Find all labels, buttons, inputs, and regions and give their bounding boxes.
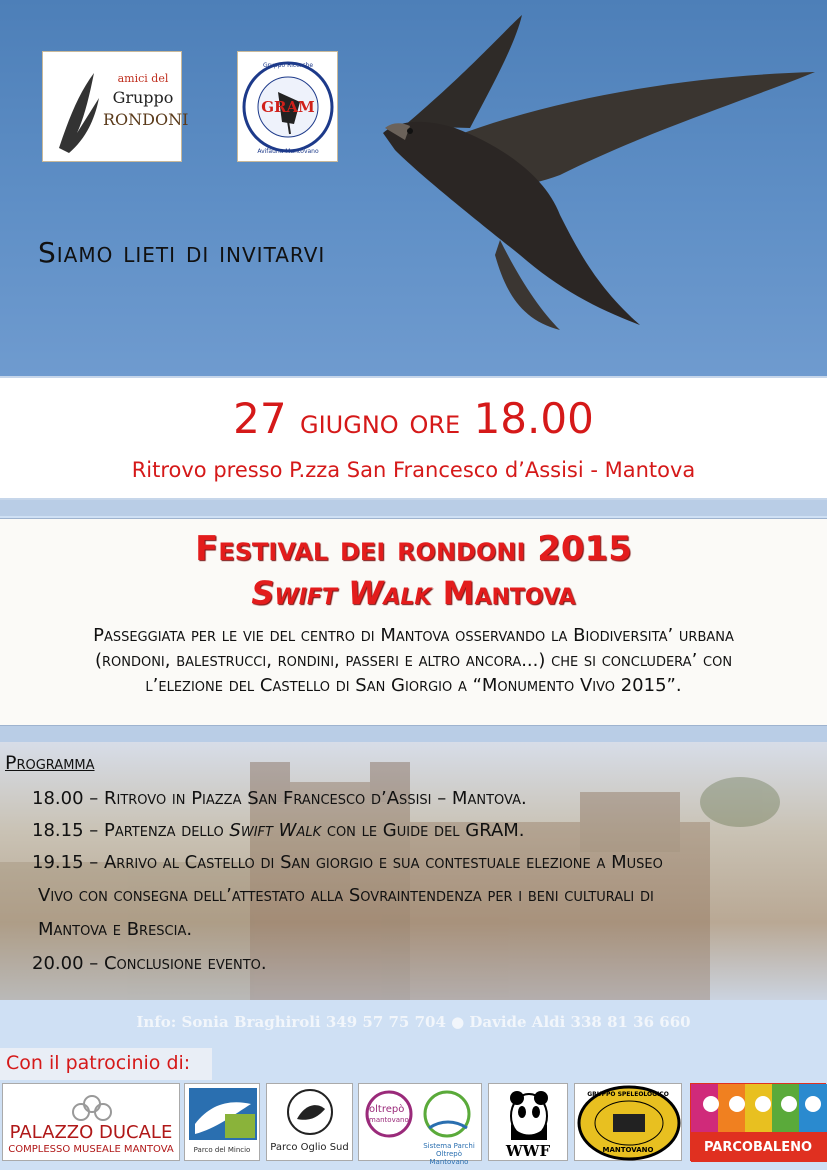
program-line-1: 18.00 – Ritrovo in Piazza San Francesco d’Assisi – Mantova. (32, 788, 527, 809)
program-line-2-swift: Swift Walk (229, 820, 322, 841)
desc-line-3: l’elezione del Castello di San Giorgio a “Monumento Vivo 2015”. (145, 675, 682, 696)
parco-oglio-text: Parco Oglio Sud (270, 1142, 349, 1153)
parco-oglio-icon (267, 1084, 354, 1140)
parcobaleno-logo (690, 1083, 826, 1161)
desc-line-1: Passeggiata per le vie del centro di Mantova osservando la Biodiversita’ urbana (93, 625, 734, 646)
logo1-line1: amici del (117, 72, 169, 85)
divider-band (0, 500, 827, 516)
wwf-logo (488, 1083, 568, 1161)
palazzo-line-1: PALAZZO DUCALE (9, 1122, 173, 1143)
invite-heading: Siamo lieti di invitarvi (38, 236, 326, 269)
program-line-2-end: con le Guide del GRAM. (326, 820, 525, 841)
desc-line-2: (rondoni, balestrucci, rondini, passeri e altro ancora...) che si concludera’ con (94, 650, 733, 671)
amici-gruppo-rondoni-logo (42, 51, 189, 162)
date-words: giugno ore (299, 402, 461, 442)
program-line-4: Vivo con consegna dell’attestato alla Sovraintendenza per i beni culturali di (38, 885, 654, 906)
festival-title: Festival dei rondoni 2015 (195, 529, 632, 569)
festival-description (10, 623, 817, 698)
meeting-point: Ritrovo presso P.zza San Francesco d’Assisi - Mantova (131, 458, 696, 482)
swift-icon (49, 58, 109, 158)
parco-oglio-sud-logo (266, 1083, 353, 1161)
program-title: Programma (5, 752, 95, 774)
program-line-6: 20.00 – Conclusione evento. (32, 953, 267, 974)
swift-walk-city: Mantova (442, 574, 576, 612)
event-time: 18.00 (473, 394, 594, 443)
panda-icon (489, 1084, 569, 1142)
program-section (0, 742, 827, 1000)
festival-band (0, 518, 827, 726)
gram-ring-top: Gruppo Ricerche (262, 62, 314, 69)
parco-mincio-text: Parco del Mincio (193, 1146, 251, 1154)
speleo-bottom: MANTOVANO (602, 1146, 654, 1154)
parco-mincio-icon (185, 1084, 261, 1144)
divider-band-2 (0, 726, 827, 742)
speleo-top: GRUPPO SPELEOLOGICO (587, 1091, 669, 1098)
gram-logo-text: GRAM (261, 98, 315, 116)
swift-walk-title (0, 574, 827, 612)
date-number: 27 (233, 394, 287, 443)
gram-logo (237, 51, 338, 162)
contact-info: Info: Sonia Braghiroli 349 57 75 704 ● Davide Aldi 338 81 36 660 (136, 1013, 691, 1031)
program-line-3: 19.15 – Arrivo al Castello di San giorgio e sua contestuale elezione a Museo (32, 852, 663, 873)
program-line-5: Mantova e Brescia. (38, 919, 193, 940)
swift-walk-label: Swift Walk (251, 574, 432, 612)
oltrepo-mantovano-logo (358, 1083, 482, 1166)
gruppo-speleologico-logo (574, 1083, 682, 1161)
oltrepo-system: Sistema Parchi Oltrepò Mantovano (423, 1142, 475, 1166)
logo1-line2: Gruppo (112, 88, 174, 107)
event-date (0, 394, 827, 443)
wwf-text: WWF (505, 1142, 551, 1160)
event-date-band (0, 376, 827, 500)
program-line-2-start: 18.15 – Partenza dello (32, 820, 224, 841)
patronage-label: Con il patrocinio di: (6, 1052, 191, 1074)
parcobaleno-trees-icon (691, 1084, 827, 1140)
palazzo-line-2: COMPLESSO MUSEALE MANTOVA (8, 1144, 174, 1155)
patronage-label-box (0, 1048, 212, 1080)
program-line-2 (32, 820, 525, 841)
oltrepo-sub: mantovano (369, 1116, 409, 1124)
header-sky-banner (0, 0, 827, 376)
palazzo-ducale-logo (2, 1083, 180, 1161)
logo1-line3: RONDONI (103, 110, 189, 129)
oltrepo-name: oltrepò (369, 1104, 405, 1115)
palazzo-ducale-icon (3, 1084, 181, 1124)
gram-ring-bottom: Avifauna Mantovano (257, 148, 319, 155)
parco-mincio-logo (184, 1083, 260, 1161)
parcobaleno-text: PARCOBALENO (703, 1140, 813, 1155)
